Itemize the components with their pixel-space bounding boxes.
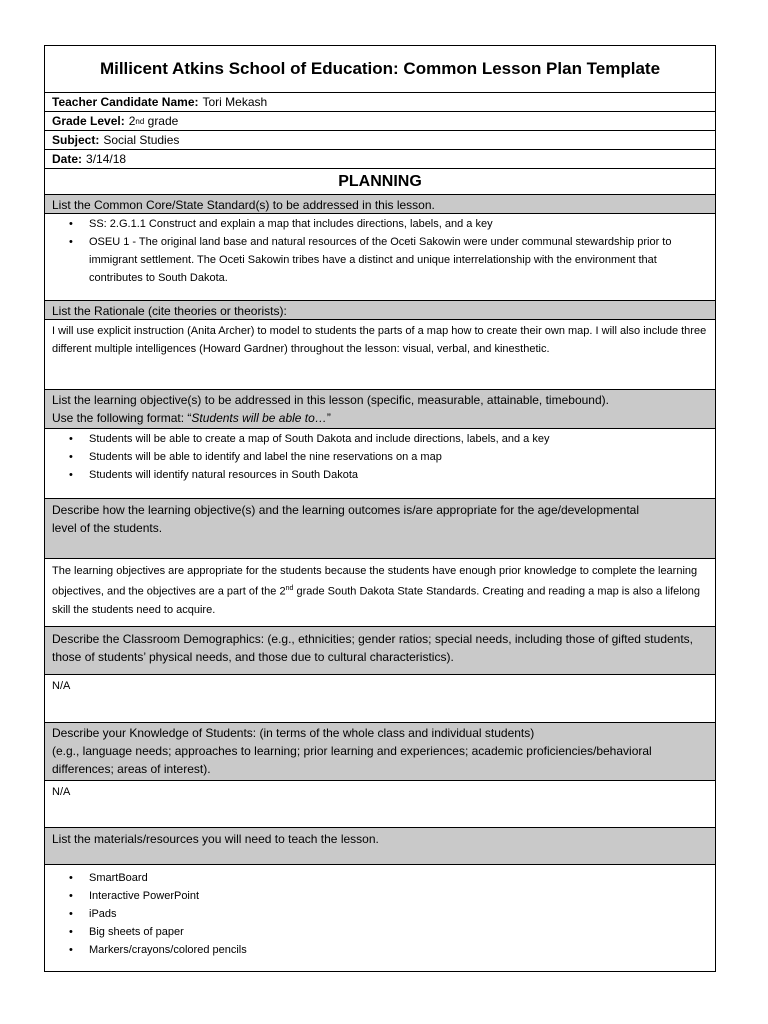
grade-level-suffix: grade [147, 114, 179, 128]
list-item: • SS: 2.G.1.1 Construct and explain a map that includes directions, labels, and a key [89, 215, 675, 233]
list-item: • Interactive PowerPoint [89, 887, 715, 905]
knowledge-header-line2: (e.g., language needs; approaches to learning; prior learning and experiences; academic proficiencies/behavioral differences; areas of interest). [52, 744, 652, 776]
standards-body [45, 213, 715, 300]
list-item: • OSEU 1 - The original land base and natural resources of the Oceti Sakowin were under communal stewardship prior to immigrant settlement. The Oceti Sakowin tribes have a distinct and unique interrelationship with the environment that contributes to South Dakota. [89, 233, 675, 287]
appropriateness-text [45, 558, 715, 626]
knowledge-text: N/A [45, 780, 715, 827]
list-item: • Students will identify natural resources in South Dakota [89, 466, 715, 484]
planning-heading: PLANNING [45, 168, 715, 194]
objectives-header [45, 389, 715, 428]
subject-value: Social Studies [103, 133, 180, 147]
objectives-format-prefix: Use the following format: “ [52, 411, 192, 425]
standards-header: List the Common Core/State Standard(s) to be addressed in this lesson. [45, 194, 715, 213]
list-item: • Markers/crayons/colored pencils [89, 941, 715, 959]
standards-list [45, 215, 715, 287]
appropriateness-ordinal: nd [285, 585, 294, 592]
date-row [45, 149, 715, 168]
objectives-format-example: Students will be able to… [191, 411, 327, 425]
knowledge-header [45, 722, 715, 780]
objectives-body [45, 428, 715, 498]
demographics-header: Describe the Classroom Demographics: (e.g., ethnicities; gender ratios; special needs, including those of gifted students, those of students’ physical needs, and those due to cultural characteristics). [45, 626, 715, 674]
list-item: • SmartBoard [89, 869, 715, 887]
list-item: • Students will be able to identify and label the nine reservations on a map [89, 448, 715, 466]
teacher-name-row [45, 92, 715, 111]
list-item: • iPads [89, 905, 715, 923]
materials-body [45, 864, 715, 971]
objectives-header-line1: List the learning objective(s) to be addressed in this lesson (specific, measurable, attainable, timebound). [52, 393, 609, 407]
list-item: • Big sheets of paper [89, 923, 715, 941]
grade-level-number: 2 [128, 114, 136, 128]
appropriateness-text-part1: The learning objectives are appropriate for the students because the students have enough prior knowledge to complete the learning objectives, and the objectives are a part of the 2 [52, 565, 698, 598]
document-title: Millicent Atkins School of Education: Common Lesson Plan Template [99, 59, 661, 78]
materials-header: List the materials/resources you will need to teach the lesson. [45, 827, 715, 864]
objectives-list [45, 430, 715, 484]
knowledge-header-line1: Describe your Knowledge of Students: (in terms of the whole class and individual students) [52, 726, 535, 740]
appropriateness-header: Describe how the learning objective(s) and the learning outcomes is/are appropriate for the age/developmental level of the students. [45, 498, 715, 558]
date-label: Date: [52, 152, 83, 166]
subject-label: Subject: [52, 133, 100, 147]
objectives-header-line2 [52, 409, 708, 427]
rationale-text: I will use explicit instruction (Anita Archer) to model to students the parts of a map how to create their own map. I will also include three different multiple intelligences (Howard Gardner) throughout the lesson: visual, verbal, and kinesthetic. [45, 319, 715, 389]
materials-list [45, 869, 715, 959]
list-item: • Students will be able to create a map of South Dakota and include directions, labels, and a key [89, 430, 715, 448]
lesson-plan-table [44, 45, 716, 972]
appropriateness-text-part2: grade South Dakota State Standards. Creating and reading a map is also a lifelong skill the students need to acquire. [52, 585, 701, 616]
date-value: 3/14/18 [86, 152, 127, 166]
demographics-text: N/A [45, 674, 715, 722]
subject-row [45, 130, 715, 149]
grade-level-label: Grade Level: [52, 114, 125, 128]
grade-level-ordinal: nd [135, 116, 145, 126]
grade-level-row [45, 111, 715, 130]
rationale-header: List the Rationale (cite theories or theorists): [45, 300, 715, 319]
objectives-format-suffix: ” [326, 411, 331, 425]
teacher-name-value: Tori Mekash [202, 95, 268, 109]
teacher-name-label: Teacher Candidate Name: [52, 95, 199, 109]
